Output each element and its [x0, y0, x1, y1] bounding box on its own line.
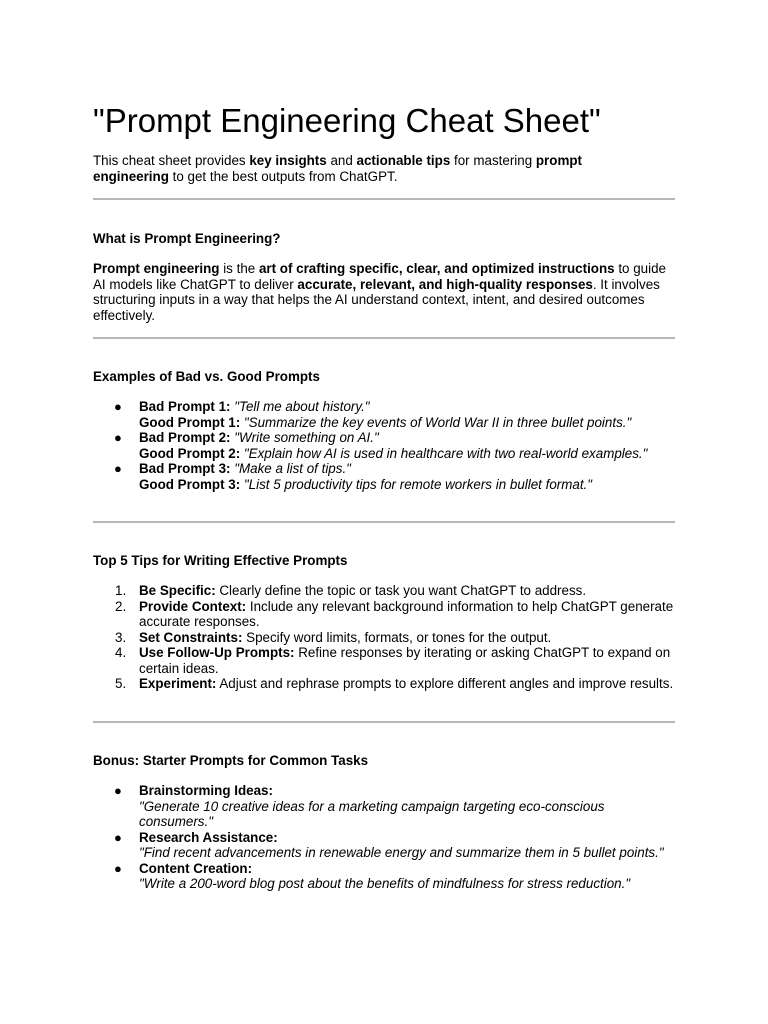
bad-prompt-label: Bad Prompt 2:: [139, 430, 231, 445]
bonus-list: [93, 783, 675, 892]
list-item: [93, 461, 675, 492]
what-is-bold: accurate, relevant, and high-quality responses: [297, 276, 593, 292]
what-is-paragraph: [93, 261, 673, 323]
bad-prompt-text: "Make a list of tips.": [234, 461, 351, 476]
starter-prompt-label: Research Assistance:: [139, 829, 278, 845]
list-item: [93, 430, 675, 461]
tip-text: Adjust and rephrase prompts to explore different angles and improve results.: [216, 676, 674, 691]
list-item: [93, 645, 675, 676]
section-heading-bonus: Bonus: Starter Prompts for Common Tasks: [93, 753, 369, 768]
section-heading-what-is: What is Prompt Engineering?: [93, 231, 281, 246]
list-item: [93, 783, 675, 830]
section-divider: [93, 337, 675, 339]
list-item: [93, 830, 675, 861]
list-number: 1.: [115, 583, 127, 598]
list-item: [93, 583, 675, 599]
list-number: 2.: [115, 598, 127, 614]
bad-prompt-text: "Tell me about history.": [234, 399, 370, 414]
section-heading-tips: Top 5 Tips for Writing Effective Prompts: [93, 553, 348, 568]
tip-label: Use Follow-Up Prompts:: [139, 645, 295, 660]
what-is-text: to guide AI models like ChatGPT to deliver: [93, 261, 666, 292]
bullet-icon: ●: [114, 399, 122, 414]
what-is-bold: Prompt engineering: [93, 261, 220, 276]
page-title: "Prompt Engineering Cheat Sheet": [93, 102, 601, 139]
good-prompt-line: [139, 446, 675, 462]
section-divider: [93, 521, 675, 523]
bad-prompt-text: "Write something on AI.": [234, 430, 379, 445]
section-heading-examples: Examples of Bad vs. Good Prompts: [93, 369, 320, 384]
starter-prompt-label: Content Creation:: [139, 860, 253, 876]
intro-paragraph: [93, 153, 653, 184]
bad-prompt-label: Bad Prompt 1:: [139, 399, 231, 414]
list-number: 5.: [115, 676, 127, 691]
intro-text: This cheat sheet provides: [93, 153, 250, 168]
bullet-icon: ●: [114, 860, 122, 876]
bad-prompt-line: [139, 430, 675, 446]
intro-text: and: [326, 153, 357, 168]
starter-prompt-text: "Write a 200-word blog post about the benefits of mindfulness for stress reduction.": [139, 876, 631, 891]
intro-text: to get the best outputs from ChatGPT.: [168, 168, 398, 184]
tip-text: Clearly define the topic or task you want ChatGPT to address.: [215, 583, 587, 598]
good-prompt-label: Good Prompt 3:: [139, 476, 241, 492]
bullet-icon: ●: [114, 461, 122, 476]
bullet-icon: ●: [114, 430, 122, 445]
intro-bold: actionable tips: [356, 153, 451, 168]
starter-prompt-label: Brainstorming Ideas:: [139, 783, 273, 798]
good-prompt-label: Good Prompt 1:: [139, 414, 241, 430]
list-item: [93, 861, 675, 892]
tip-label: Provide Context:: [139, 598, 247, 614]
good-prompt-text: "List 5 productivity tips for remote workers in bullet format.": [243, 476, 593, 492]
tip-label: Be Specific:: [139, 583, 216, 598]
good-prompt-line: [139, 477, 675, 493]
good-prompt-text: "Explain how AI is used in healthcare with two real-world examples.": [243, 445, 648, 461]
list-item: [93, 630, 675, 646]
intro-text: for mastering: [450, 153, 536, 168]
tip-text: Specify word limits, formats, or tones for the output.: [242, 629, 552, 645]
list-item: [93, 599, 675, 630]
tip-text: Include any relevant background information to help ChatGPT generate accurate responses.: [139, 598, 674, 629]
starter-prompt-text: "Find recent advancements in renewable energy and summarize them in 5 bullet points.": [139, 845, 664, 860]
intro-bold: key insights: [249, 153, 327, 168]
tip-label: Set Constraints:: [139, 629, 243, 645]
bullet-icon: ●: [114, 783, 122, 798]
tip-text: Refine responses by iterating or asking ChatGPT to expand on certain ideas.: [139, 645, 671, 676]
tips-list: [93, 583, 675, 692]
list-item: [93, 399, 675, 430]
bad-prompt-label: Bad Prompt 3:: [139, 461, 231, 476]
tip-label: Experiment:: [139, 676, 217, 691]
bad-prompt-line: [139, 461, 675, 477]
bad-prompt-line: [139, 399, 675, 415]
intro-bold: prompt engineering: [93, 153, 582, 184]
list-item: [93, 676, 675, 692]
good-prompt-text: "Summarize the key events of World War II in three bullet points.": [243, 414, 632, 430]
good-prompt-line: [139, 415, 675, 431]
bullet-icon: ●: [114, 829, 122, 845]
section-divider: [93, 198, 675, 200]
good-prompt-label: Good Prompt 2:: [139, 445, 241, 461]
section-divider: [93, 721, 675, 723]
what-is-bold: art of crafting specific, clear, and optimized instructions: [258, 261, 615, 276]
what-is-text: . It involves structuring inputs in a way that helps the AI understand context, intent, and desired outcomes effectively.: [93, 276, 660, 323]
starter-prompt-text: "Generate 10 creative ideas for a marketing campaign targeting eco-conscious consumers.": [139, 798, 605, 829]
list-number: 4.: [115, 645, 127, 660]
what-is-text: is the: [219, 261, 259, 276]
examples-list: [93, 399, 675, 492]
list-number: 3.: [115, 629, 127, 645]
